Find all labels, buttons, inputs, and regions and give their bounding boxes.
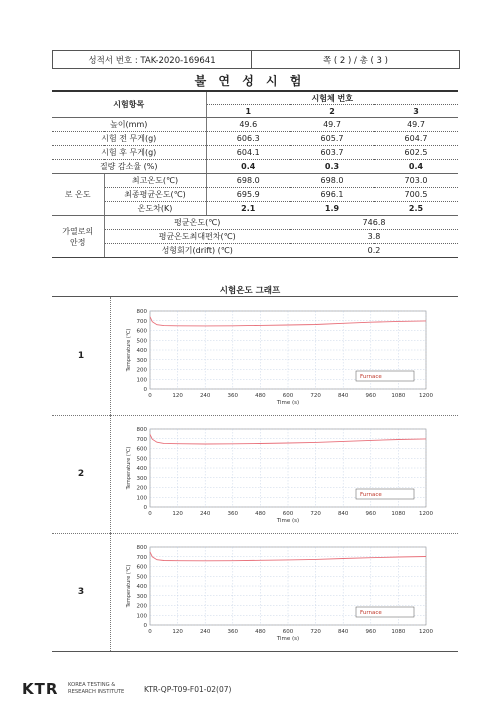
x-tick-label: 480 [255, 629, 266, 635]
stability-label-line1: 가열로의 [62, 226, 94, 236]
x-tick-label: 1200 [419, 629, 433, 635]
legend-label: Furnace [360, 610, 382, 616]
row-label: 높이(mm) [52, 118, 206, 132]
row-label: 성형회기(drift) (℃) [104, 244, 290, 258]
table-row [52, 188, 458, 202]
y-axis-label: Temperature (℃) [126, 446, 132, 490]
table-row [52, 118, 458, 132]
y-tick-label: 0 [143, 623, 147, 629]
x-tick-label: 360 [227, 511, 239, 517]
cell-value: 698.0 [290, 174, 374, 188]
x-tick-label: 0 [148, 629, 152, 635]
cell-value: 604.1 [206, 146, 290, 160]
row-label: 질량 감소율 (%) [52, 160, 206, 174]
y-tick-label: 500 [136, 338, 147, 345]
y-tick-label: 300 [136, 475, 147, 482]
x-tick-label: 960 [365, 629, 377, 635]
x-tick-label: 600 [282, 629, 294, 635]
graph-row [52, 297, 458, 416]
y-tick-label: 200 [136, 367, 147, 374]
cell-value: 49.7 [290, 118, 374, 132]
row-label: 최종평균온도(℃) [104, 188, 206, 202]
y-tick-label: 800 [136, 427, 147, 433]
y-tick-label: 100 [136, 613, 147, 620]
x-tick-label: 0 [148, 511, 152, 517]
y-tick-label: 700 [136, 318, 147, 325]
x-tick-label: 960 [365, 511, 377, 517]
cell-value: 49.7 [374, 118, 458, 132]
specimen-header: 시험체 번호 [206, 92, 458, 105]
footer [22, 680, 492, 700]
table-row [52, 244, 458, 258]
y-tick-label: 700 [136, 554, 147, 561]
y-axis-label: Temperature (℃) [126, 328, 132, 372]
x-tick-label: 240 [199, 393, 211, 399]
graph-section [52, 296, 458, 652]
y-tick-label: 300 [136, 593, 147, 600]
y-tick-label: 200 [136, 485, 147, 492]
x-axis-label: Time (s) [276, 518, 300, 524]
specimen-number: 1 [206, 105, 290, 118]
y-tick-label: 400 [136, 584, 147, 590]
cell-value: 604.7 [374, 132, 458, 146]
logo-subtitle-line1: KOREA TESTING & [68, 682, 116, 688]
y-tick-label: 500 [136, 574, 147, 581]
x-tick-label: 120 [172, 629, 183, 635]
table-row [52, 132, 458, 146]
cell-value: 695.9 [206, 188, 290, 202]
y-axis-label: Temperature (℃) [126, 564, 132, 608]
x-tick-label: 840 [337, 629, 349, 635]
results-table [52, 92, 458, 258]
x-tick-label: 1080 [391, 629, 406, 635]
cell-value: 1.9 [290, 202, 374, 216]
y-tick-label: 200 [136, 603, 147, 610]
cell-value: 602.5 [374, 146, 458, 160]
x-tick-label: 360 [227, 629, 239, 635]
page-indicator: 쪽 ( 2 ) / 총 ( 3 ) [323, 55, 388, 66]
y-tick-label: 800 [136, 309, 147, 315]
table-row [52, 216, 458, 230]
x-tick-label: 240 [199, 511, 211, 517]
graph-specimen-number: 1 [52, 297, 111, 415]
logo-subtitle [68, 682, 124, 696]
table-row [52, 230, 458, 244]
cell-value: 703.0 [374, 174, 458, 188]
x-tick-label: 480 [255, 393, 266, 399]
cell-value: 0.2 [290, 244, 458, 258]
ktr-logo: KTR [22, 680, 59, 698]
specimen-number: 2 [290, 105, 374, 118]
report-header [52, 50, 460, 69]
cell-value: 606.3 [206, 132, 290, 146]
row-label: 평균온도최대편차(℃) [104, 230, 290, 244]
cell-value: 605.7 [290, 132, 374, 146]
x-tick-label: 960 [365, 393, 377, 399]
furnace-group-label: 로 온도 [52, 174, 104, 216]
table-header-row [52, 92, 458, 105]
row-label: 온도차(K) [104, 202, 206, 216]
cell-value: 0.4 [374, 160, 458, 174]
cell-value: 746.8 [290, 216, 458, 230]
item-header: 시험항목 [52, 92, 206, 118]
x-tick-label: 600 [282, 511, 294, 517]
x-tick-label: 840 [337, 393, 349, 399]
cell-value: 700.5 [374, 188, 458, 202]
y-tick-label: 100 [136, 495, 147, 502]
row-label: 시험 전 무게(g) [52, 132, 206, 146]
legend-label: Furnace [360, 374, 382, 380]
x-tick-label: 120 [172, 511, 183, 517]
x-tick-label: 120 [172, 393, 183, 399]
document-title: 불 연 성 시 험 [194, 74, 306, 88]
graph-specimen-number: 2 [52, 415, 111, 533]
stability-group-label [52, 216, 104, 258]
y-tick-label: 700 [136, 436, 147, 443]
temperature-chart [116, 541, 436, 645]
cell-value: 3.8 [290, 230, 458, 244]
cell-value: 2.5 [374, 202, 458, 216]
y-tick-label: 100 [136, 377, 147, 384]
cell-value: 2.1 [206, 202, 290, 216]
x-tick-label: 0 [148, 393, 152, 399]
x-tick-label: 1080 [391, 393, 406, 399]
x-tick-label: 720 [310, 393, 321, 399]
table-row [52, 160, 458, 174]
x-tick-label: 840 [337, 511, 349, 517]
cell-value: 698.0 [206, 174, 290, 188]
x-tick-label: 1200 [419, 511, 433, 517]
table-row [52, 146, 458, 160]
x-tick-label: 480 [255, 511, 266, 517]
x-tick-label: 600 [282, 393, 294, 399]
graph-section-title: 시험온도 그래프 [219, 286, 281, 296]
y-tick-label: 600 [136, 328, 147, 335]
y-tick-label: 0 [143, 505, 147, 511]
x-tick-label: 1080 [391, 511, 406, 517]
graph-specimen-number: 3 [52, 533, 111, 651]
x-axis-label: Time (s) [276, 636, 300, 642]
y-tick-label: 500 [136, 456, 147, 463]
cell-value: 603.7 [290, 146, 374, 160]
y-tick-label: 800 [136, 545, 147, 551]
logo-subtitle-line2: RESEARCH INSTITUTE [68, 689, 125, 695]
report-number: 성적서 번호 : TAK-2020-169641 [53, 51, 252, 68]
temperature-chart [116, 423, 436, 527]
graph-row [52, 533, 458, 651]
specimen-number: 3 [374, 105, 458, 118]
cell-value: 0.3 [290, 160, 374, 174]
table-row [52, 174, 458, 188]
row-label: 시험 후 무게(g) [52, 146, 206, 160]
y-tick-label: 600 [136, 446, 147, 453]
x-tick-label: 720 [310, 629, 321, 635]
x-tick-label: 240 [199, 629, 211, 635]
y-tick-label: 300 [136, 357, 147, 364]
x-tick-label: 360 [227, 393, 239, 399]
temperature-chart [116, 305, 436, 409]
stability-label-line2: 안정 [70, 237, 86, 247]
row-label: 최고온도(℃) [104, 174, 206, 188]
legend-label: Furnace [360, 492, 382, 498]
x-axis-label: Time (s) [276, 400, 300, 406]
y-tick-label: 400 [136, 348, 147, 354]
x-tick-label: 720 [310, 511, 321, 517]
y-tick-label: 600 [136, 564, 147, 571]
cell-value: 696.1 [290, 188, 374, 202]
y-tick-label: 0 [143, 387, 147, 393]
form-code: KTR-QP-T09-F01-02(07) [144, 685, 232, 694]
table-row [52, 202, 458, 216]
graph-row [52, 415, 458, 534]
cell-value: 49.6 [206, 118, 290, 132]
row-label: 평균온도(℃) [104, 216, 290, 230]
y-tick-label: 400 [136, 466, 147, 472]
x-tick-label: 1200 [419, 393, 433, 399]
cell-value: 0.4 [206, 160, 290, 174]
